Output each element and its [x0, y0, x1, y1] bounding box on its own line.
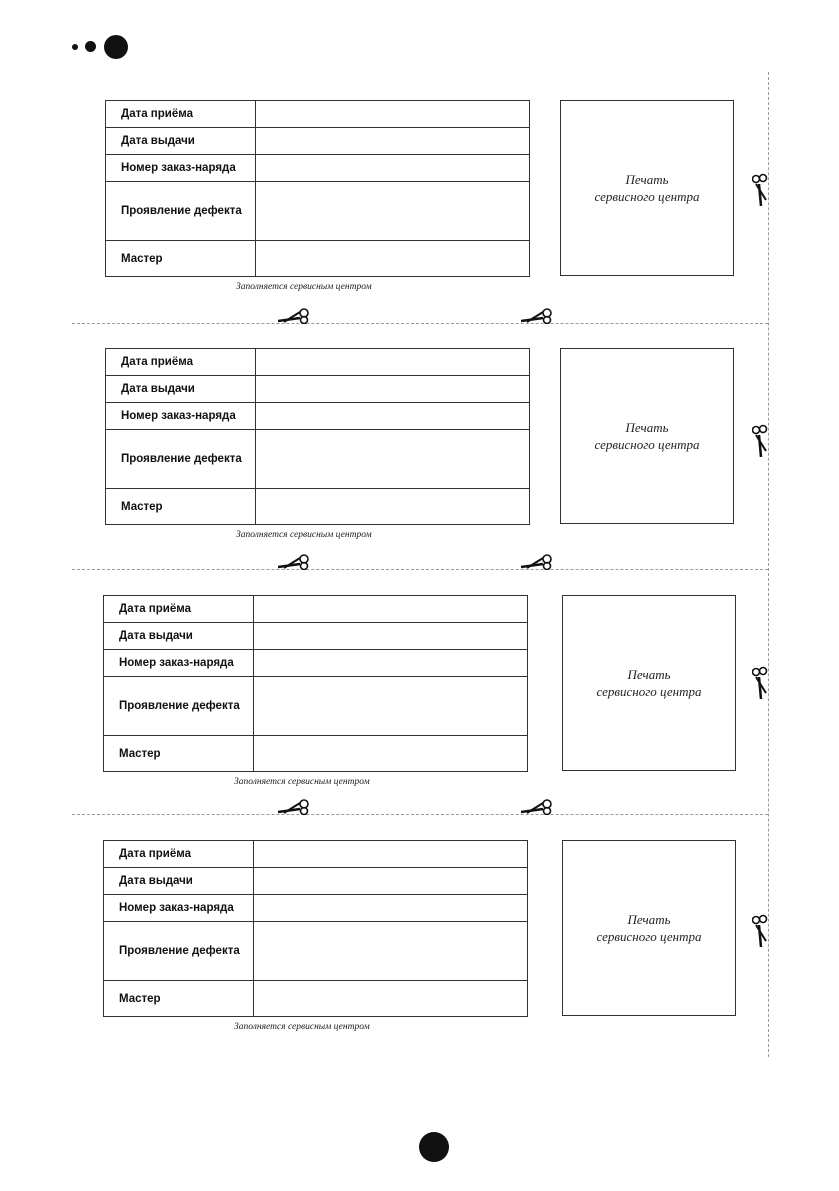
field-label-defect: Проявление дефекта — [106, 182, 256, 241]
field-value-received[interactable] — [256, 101, 530, 128]
field-value-order-number[interactable] — [256, 155, 530, 182]
field-label-issued: Дата выдачи — [106, 128, 256, 155]
fill-note: Заполняется сервисным центром — [234, 1022, 370, 1032]
warranty-coupon — [0, 595, 839, 835]
fill-note: Заполняется сервисным центром — [234, 777, 370, 787]
field-value-order-number[interactable] — [256, 403, 530, 430]
stamp-box — [562, 840, 736, 1016]
field-label-master: Мастер — [106, 489, 256, 525]
field-value-master[interactable] — [256, 489, 530, 525]
service-form-table — [103, 840, 528, 1017]
field-label-received: Дата приёма — [104, 841, 254, 868]
field-label-master: Мастер — [106, 241, 256, 277]
field-value-order-number[interactable] — [254, 650, 528, 677]
field-label-defect: Проявление дефекта — [106, 430, 256, 489]
field-value-defect[interactable] — [254, 677, 528, 736]
field-value-master[interactable] — [254, 736, 528, 772]
field-value-defect[interactable] — [256, 430, 530, 489]
field-label-defect: Проявление дефекта — [104, 677, 254, 736]
stamp-line2: сервисного центра — [596, 929, 702, 944]
field-label-issued: Дата выдачи — [106, 376, 256, 403]
field-label-issued: Дата выдачи — [104, 868, 254, 895]
field-value-received[interactable] — [254, 596, 528, 623]
field-label-order-number: Номер заказ-наряда — [104, 895, 254, 922]
field-value-defect[interactable] — [256, 182, 530, 241]
stamp-line2: сервисного центра — [594, 189, 700, 204]
field-label-issued: Дата выдачи — [104, 623, 254, 650]
field-label-master: Мастер — [104, 981, 254, 1017]
service-form-table — [105, 100, 530, 277]
service-form-table — [103, 595, 528, 772]
field-value-issued[interactable] — [254, 868, 528, 895]
fill-note: Заполняется сервисным центром — [236, 530, 372, 540]
field-value-master[interactable] — [254, 981, 528, 1017]
stamp-box — [560, 348, 734, 524]
field-label-received: Дата приёма — [106, 349, 256, 376]
stamp-box — [560, 100, 734, 276]
field-value-master[interactable] — [256, 241, 530, 277]
field-value-issued[interactable] — [256, 376, 530, 403]
field-label-received: Дата приёма — [106, 101, 256, 128]
field-label-order-number: Номер заказ-наряда — [106, 403, 256, 430]
field-label-master: Мастер — [104, 736, 254, 772]
fill-note: Заполняется сервисным центром — [236, 282, 372, 292]
stamp-line1: Печать — [627, 912, 671, 927]
stamp-line2: сервисного центра — [596, 684, 702, 699]
warranty-coupon — [0, 100, 839, 340]
stamp-line1: Печать — [625, 172, 669, 187]
field-value-order-number[interactable] — [254, 895, 528, 922]
stamp-box — [562, 595, 736, 771]
field-value-issued[interactable] — [254, 623, 528, 650]
warranty-coupon — [0, 840, 839, 1080]
page-number-dot-icon — [419, 1132, 449, 1162]
warranty-coupon — [0, 348, 839, 588]
stamp-line2: сервисного центра — [594, 437, 700, 452]
field-label-order-number: Номер заказ-наряда — [106, 155, 256, 182]
field-label-received: Дата приёма — [104, 596, 254, 623]
stamp-line1: Печать — [627, 667, 671, 682]
field-label-order-number: Номер заказ-наряда — [104, 650, 254, 677]
stamp-line1: Печать — [625, 420, 669, 435]
field-value-defect[interactable] — [254, 922, 528, 981]
three-dots-icon — [70, 35, 130, 59]
field-label-defect: Проявление дефекта — [104, 922, 254, 981]
field-value-issued[interactable] — [256, 128, 530, 155]
service-form-table — [105, 348, 530, 525]
field-value-received[interactable] — [256, 349, 530, 376]
field-value-received[interactable] — [254, 841, 528, 868]
